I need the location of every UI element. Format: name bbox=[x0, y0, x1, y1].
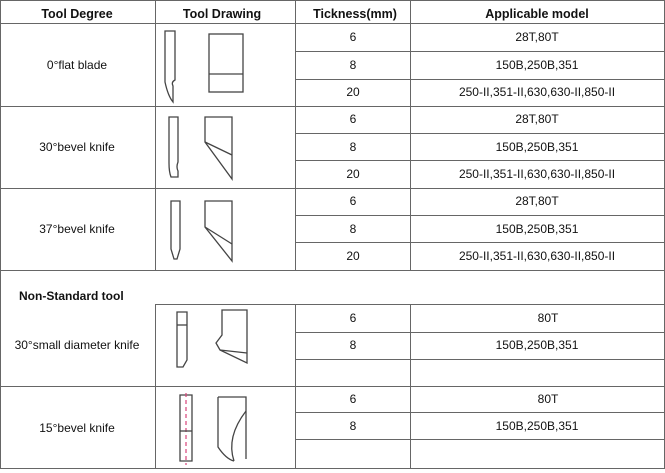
tool-name-bevel-37: 37°bevel knife bbox=[39, 222, 115, 236]
header-thickness: Tickness(mm) bbox=[313, 6, 397, 21]
model-cell: 150B,250B,351 bbox=[495, 58, 579, 72]
model-cell: 150B,250B,351 bbox=[495, 140, 579, 154]
model-cell: 80T bbox=[537, 392, 559, 406]
thickness-cell: 8 bbox=[349, 58, 357, 72]
model-cell: 250-II,351-II,630,630-II,850-II bbox=[458, 85, 616, 99]
tool-name-small-diameter: 30°small diameter knife bbox=[14, 338, 140, 352]
thickness-cell: 20 bbox=[346, 85, 360, 99]
header-tool-degree: Tool Degree bbox=[41, 6, 113, 21]
thickness-cell: 8 bbox=[349, 338, 357, 352]
thickness-cell: 6 bbox=[349, 30, 357, 44]
thickness-cell: 20 bbox=[346, 167, 360, 181]
thickness-cell: 8 bbox=[349, 140, 357, 154]
header-tool-drawing: Tool Drawing bbox=[182, 6, 262, 21]
thickness-cell: 6 bbox=[349, 311, 357, 325]
non-standard-title: Non-Standard tool bbox=[19, 289, 124, 303]
bevel-knife-37-drawing bbox=[156, 189, 294, 270]
thickness-cell: 6 bbox=[349, 194, 357, 208]
thickness-cell: 6 bbox=[349, 112, 357, 126]
header-applicable-model: Applicable model bbox=[485, 6, 589, 21]
tool-name-bevel-15: 15°bevel knife bbox=[39, 421, 115, 435]
tool-name-bevel-30: 30°bevel knife bbox=[39, 140, 115, 154]
model-cell: 150B,250B,351 bbox=[495, 222, 579, 236]
model-cell: 150B,250B,351 bbox=[495, 419, 579, 433]
model-cell: 250-II,351-II,630,630-II,850-II bbox=[458, 167, 616, 181]
model-cell: 150B,250B,351 bbox=[495, 338, 579, 352]
flat-blade-drawing bbox=[156, 24, 294, 106]
thickness-cell: 20 bbox=[346, 249, 360, 263]
thickness-cell: 6 bbox=[349, 392, 357, 406]
small-diameter-knife-drawing bbox=[156, 305, 294, 386]
model-cell: 28T,80T bbox=[515, 30, 559, 44]
thickness-cell: 8 bbox=[349, 222, 357, 236]
bevel-knife-15-drawing bbox=[156, 387, 294, 468]
bevel-knife-30-drawing bbox=[156, 107, 294, 188]
model-cell: 28T,80T bbox=[515, 194, 559, 208]
tool-name-flat-blade: 0°flat blade bbox=[46, 58, 108, 72]
model-cell: 250-II,351-II,630,630-II,850-II bbox=[458, 249, 616, 263]
model-cell: 80T bbox=[537, 311, 559, 325]
thickness-cell: 8 bbox=[349, 419, 357, 433]
model-cell: 28T,80T bbox=[515, 112, 559, 126]
